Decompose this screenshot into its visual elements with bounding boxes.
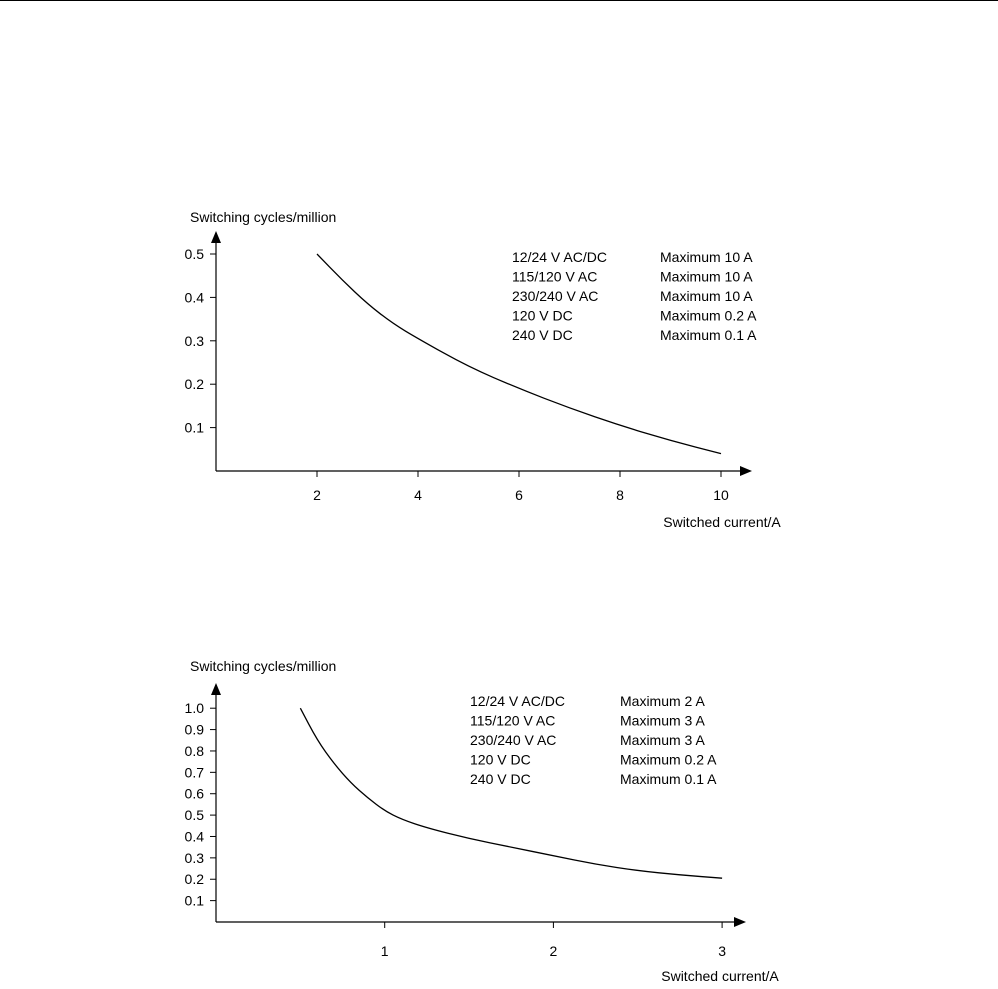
legend-voltage: 240 V DC	[512, 327, 573, 343]
y-tick-label: 0.3	[184, 849, 204, 866]
y-tick-label: 0.8	[184, 742, 204, 759]
x-tick-label: 8	[616, 487, 624, 503]
x-axis-arrow	[740, 466, 752, 476]
y-tick-label: 0.4	[184, 828, 204, 845]
x-tick-label: 4	[414, 487, 422, 503]
y-tick-label: 0.1	[184, 892, 204, 909]
legend-voltage: 12/24 V AC/DC	[470, 693, 565, 709]
x-axis-arrow	[734, 917, 746, 927]
legend-rating: Maximum 0.1 A	[620, 771, 717, 787]
legend-rating: Maximum 3 A	[620, 732, 705, 748]
y-tick-label: 0.9	[184, 721, 204, 738]
y-tick-label: 0.4	[184, 289, 204, 306]
x-tick-label: 2	[549, 943, 558, 959]
legend-rating: Maximum 10 A	[660, 268, 753, 285]
legend-voltage: 115/120 V AC	[470, 712, 556, 729]
y-tick-label: 0.7	[184, 764, 204, 781]
x-tick-label: 2	[313, 487, 321, 503]
legend-voltage: 12/24 V AC/DC	[512, 249, 607, 265]
legend-voltage: 115/120 V AC	[512, 268, 598, 285]
y-tick-label: 0.5	[184, 807, 204, 824]
y-axis-label: Switching cycles/million	[190, 658, 337, 674]
y-tick-label: 1.0	[184, 700, 204, 717]
legend-voltage: 230/240 V AC	[512, 288, 599, 304]
y-axis-arrow	[211, 683, 221, 695]
y-axis-label: Switching cycles/million	[190, 209, 337, 225]
legend-rating: Maximum 10 A	[660, 288, 753, 304]
x-tick-label: 10	[713, 487, 729, 503]
legend-voltage: 120 V DC	[470, 751, 531, 768]
legend-rating: Maximum 2 A	[620, 693, 705, 709]
y-tick-label: 0.1	[184, 419, 204, 436]
legend-voltage: 230/240 V AC	[470, 732, 557, 748]
x-tick-label: 6	[515, 487, 523, 503]
x-tick-label: 3	[718, 943, 726, 959]
y-tick-label: 0.2	[184, 871, 204, 888]
y-tick-label: 0.5	[184, 246, 204, 262]
legend-rating: Maximum 10 A	[660, 249, 753, 265]
x-tick-label: 1	[380, 943, 389, 959]
y-tick-label: 0.2	[184, 376, 204, 393]
y-axis-arrow	[211, 231, 221, 243]
x-axis-label: Switched current/A	[663, 514, 781, 530]
legend-rating: Maximum 3 A	[620, 712, 705, 729]
x-axis-label: Switched current/A	[661, 968, 779, 984]
legend-voltage: 120 V DC	[512, 307, 573, 324]
chart-1	[185, 209, 782, 530]
legend-voltage: 240 V DC	[470, 771, 531, 787]
legend-rating: Maximum 0.2 A	[620, 751, 717, 768]
y-tick-label: 0.3	[184, 332, 204, 349]
legend-rating: Maximum 0.2 A	[660, 307, 757, 324]
y-tick-label: 0.6	[184, 785, 204, 802]
legend-rating: Maximum 0.1 A	[660, 327, 757, 343]
chart-2	[185, 658, 780, 984]
